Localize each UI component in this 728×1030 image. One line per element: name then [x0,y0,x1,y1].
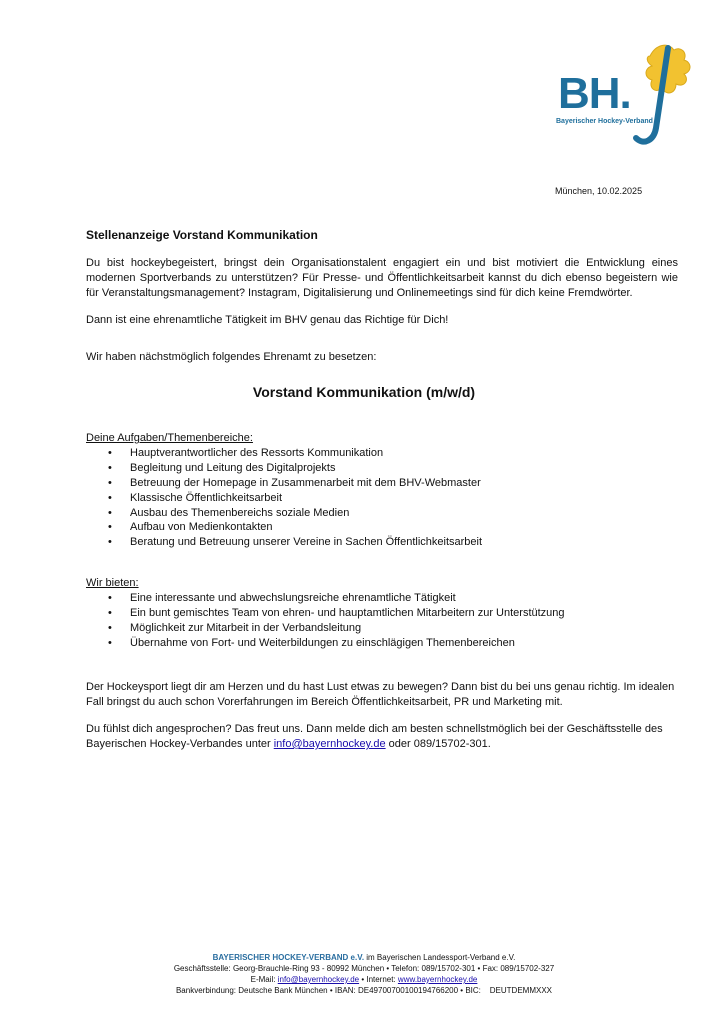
list-item: • Klassische Öffentlichkeitsarbeit [108,491,283,504]
offers-list [86,591,565,651]
bullet-icon: • [108,491,112,504]
logo-letters: BH. [558,69,631,118]
call-paragraph: Dann ist eine ehrenamtliche Tätigkeit im BHV genau das Richtige für Dich! [86,314,449,326]
list-item: • Übernahme von Fort- und Weiterbildungen zu einschlägigen Themenbereichen [108,636,515,649]
list-item: • Aufbau von Medienkontakten [108,521,273,534]
letterhead-footer: BAYERISCHER HOCKEY-VERBAND e.V. im Bayerischen Landessport-Verband e.V. Geschäftsstelle: Georg-Brauchle-Ring 93 - 80992 München • Telefon: 089/15702-301 • Fax: 089/15702-327 E-Mail: info@bayernhockey.de • Internet: www.bayernhockey.de Bankverbindung: Deutsche Bank München • IBAN: DE49700700100194766200 • BIC: DEUTDEMMXXX [0,952,728,996]
footer-website-link[interactable]: www.bayernhockey.de [397,975,478,984]
page-title: Stellenanzeige Vorstand Kommunikation [86,228,318,242]
contact-paragraph: Du fühlst dich angesprochen? Das freut uns. Dann melde dich am besten schnellstmöglich bei der Geschäftsstelle des Bayerischen Hockey-Verbandes unter info@bayernhockey.de oder 089/15702-301. [86,723,663,750]
bullet-icon: • [108,592,112,604]
footer-email-link[interactable]: info@bayernhockey.de [277,975,360,984]
footer-contact: E-Mail: info@bayernhockey.de • Internet: www.bayernhockey.de [250,975,478,984]
intro-paragraph: Du bist hockeybegeistert, bringst dein Organisationstalent engagiert ein und bist motiviert die Entwicklung eines modernen Sportverbands zu unterstützen? Für Presse- und Öffentlichkeitsarbeit kannst du dich ebenso begeistern wie für Veranstaltungsmanagement? Instagram, Digitalisierung und Onlinemeetings sind für dich keine Fremdwörter. [86,257,678,299]
bullet-icon: • [108,461,112,474]
list-item: • Begleitung und Leitung des Digitalprojekts [108,461,336,474]
bullet-icon: • [108,636,112,649]
bullet-icon: • [108,447,112,459]
list-item: • Betreuung der Homepage in Zusammenarbeit mit dem BHV-Webmaster [108,476,481,489]
footer-bank: Bankverbindung: Deutsche Bank München • IBAN: DE49700700100194766200 • BIC: DEUTDEMMXXX [175,986,553,995]
tasks-heading: Deine Aufgaben/Themenbereiche: [86,432,253,444]
list-item: • Möglichkeit zur Mitarbeit in der Verbandsleitung [108,621,362,634]
list-item: • Eine interessante und abwechslungsreiche ehrenamtliche Tätigkeit [108,592,456,604]
list-item: • Hauptverantwortlicher des Ressorts Kommunikation [108,447,384,459]
logo-subtitle: Bayerischer Hockey-Verband [556,118,653,125]
bullet-icon: • [108,476,112,489]
offers-heading: Wir bieten: [86,577,139,589]
bullet-icon: • [108,621,112,634]
letter-date: München, 10.02.2025 [555,186,643,196]
vacancy-paragraph: Wir haben nächstmöglich folgendes Ehrenamt zu besetzen: [86,351,377,363]
closing-paragraph: Der Hockeysport liegt dir am Herzen und du hast Lust etwas zu bewegen? Dann bist du bei uns genau richtig. Im idealen Fall bringst du auch schon Vorerfahrungen im Bereich Öffentlichkeitsarbeit, PR und Marketing mit. [86,681,675,708]
bullet-icon: • [108,521,112,534]
bullet-icon: • [108,506,112,519]
list-item: • Beratung und Betreuung unserer Vereine in Sachen Öffentlichkeitsarbeit [108,536,483,549]
position-title: Vorstand Kommunikation (m/w/d) [252,384,476,400]
tasks-list [86,446,482,550]
contact-email-link[interactable]: info@bayernhockey.de [273,738,386,750]
footer-org: BAYERISCHER HOCKEY-VERBAND e.V. [212,953,365,962]
bullet-icon: • [108,606,112,619]
footer-address: Geschäftsstelle: Georg-Brauchle-Ring 93 - 80992 München • Telefon: 089/15702-301 • Fax: 089/15702-327 [173,964,555,973]
bullet-icon: • [108,536,112,549]
list-item: • Ein bunt gemischtes Team von ehren- und hauptamtlichen Mitarbeitern zur Unterstützung [108,606,565,619]
bhv-logo [552,38,697,156]
list-item: • Ausbau des Themenbereichs soziale Medien [108,506,350,519]
